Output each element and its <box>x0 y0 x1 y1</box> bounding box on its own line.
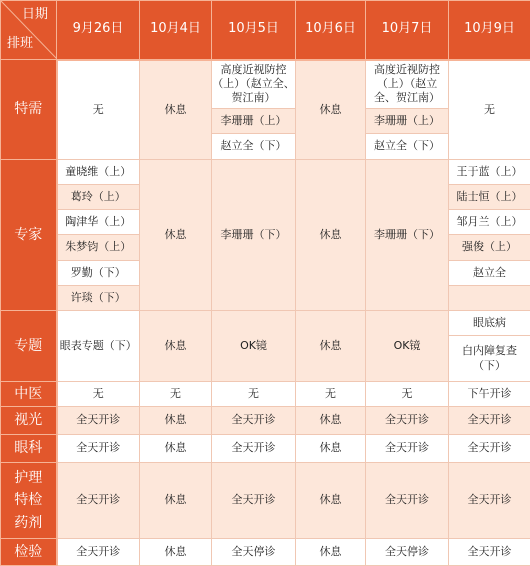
cell-teixu-d4-0: 高度近视防控（上）（赵立全、贺江南） <box>366 60 449 109</box>
cell-huli-d0: 全天开诊 <box>57 463 140 539</box>
date-header: 10月4日 <box>140 1 212 60</box>
cell-zhuanti-d0: 眼表专题（下） <box>57 311 140 382</box>
cell-teixu-d0: 无 <box>57 60 140 160</box>
row-label-huli-group <box>1 463 57 539</box>
cell-zhuanti-d5-0: 眼底病 <box>449 311 530 336</box>
cell-shiguang-d2: 全天开诊 <box>212 407 296 435</box>
cell-yanke-d1: 休息 <box>140 435 212 463</box>
cell-zhuanjia-d0-3: 朱梦钧（上） <box>57 235 140 261</box>
cell-zhuanjia-d5-1: 陆士恒（上） <box>449 185 530 210</box>
row-label-yanke: 眼科 <box>1 435 57 463</box>
cell-teixu-d4-1: 李珊珊（上） <box>366 109 449 134</box>
cell-yanke-d0: 全天开诊 <box>57 435 140 463</box>
cell-teixu-d2-1: 李珊珊（上） <box>212 109 296 134</box>
cell-jianyan-d3: 休息 <box>296 539 366 566</box>
cell-teixu-d2-2: 赵立全（下） <box>212 134 296 160</box>
cell-teixu-d4-2: 赵立全（下） <box>366 134 449 160</box>
row-label-zhuanti: 专题 <box>1 311 57 382</box>
row-label-shiguang: 视光 <box>1 407 57 435</box>
cell-zhuanti-d4: OK镜 <box>366 311 449 382</box>
row-label-zhuanjia: 专家 <box>1 160 57 311</box>
row-label-teixu: 特需 <box>1 60 57 160</box>
cell-shiguang-d1: 休息 <box>140 407 212 435</box>
cell-zhuanjia-d0-0: 童晓维（上） <box>57 160 140 185</box>
row-label-yaoji: 药剂 <box>14 514 43 531</box>
cell-yanke-d4: 全天开诊 <box>366 435 449 463</box>
cell-shiguang-d5: 全天开诊 <box>449 407 530 435</box>
cell-zhuanjia-d0-4: 罗勤（下） <box>57 261 140 286</box>
row-label-huli: 护理 <box>14 470 43 487</box>
cell-zhuanti-d2: OK镜 <box>212 311 296 382</box>
cell-zhuanjia-d0-5: 许琰（下） <box>57 286 140 311</box>
cell-zhuanjia-d5-2: 邹月兰（上） <box>449 210 530 235</box>
cell-jianyan-d4: 全天停诊 <box>366 539 449 566</box>
cell-zhongyi-d0: 无 <box>57 382 140 407</box>
cell-huli-d1: 休息 <box>140 463 212 539</box>
cell-jianyan-d5: 全天开诊 <box>449 539 530 566</box>
row-label-jianyan: 检验 <box>1 539 57 566</box>
corner-date-label: 日期 <box>21 7 48 22</box>
cell-zhuanjia-d3: 休息 <box>296 160 366 311</box>
cell-shiguang-d0: 全天开诊 <box>57 407 140 435</box>
row-label-tejian: 特检 <box>14 492 43 509</box>
cell-zhuanjia-d0-2: 陶津华（上） <box>57 210 140 235</box>
cell-yanke-d5: 全天开诊 <box>449 435 530 463</box>
date-header: 10月7日 <box>366 1 449 60</box>
cell-zhuanjia-d4: 李珊珊（下） <box>366 160 449 311</box>
cell-zhuanjia-d5-5 <box>449 286 530 311</box>
cell-zhuanjia-d5-4: 赵立全 <box>449 261 530 286</box>
cell-teixu-d1: 休息 <box>140 60 212 160</box>
cell-zhuanti-d1: 休息 <box>140 311 212 382</box>
cell-zhongyi-d4: 无 <box>366 382 449 407</box>
cell-huli-d5: 全天开诊 <box>449 463 530 539</box>
cell-huli-d2: 全天开诊 <box>212 463 296 539</box>
cell-zhuanjia-d5-3: 强俊（上） <box>449 235 530 261</box>
date-header: 10月6日 <box>296 1 366 60</box>
cell-zhongyi-d3: 无 <box>296 382 366 407</box>
cell-zhuanti-d3: 休息 <box>296 311 366 382</box>
cell-yanke-d2: 全天开诊 <box>212 435 296 463</box>
cell-teixu-d5: 无 <box>449 60 530 160</box>
cell-yanke-d3: 休息 <box>296 435 366 463</box>
date-header: 10月5日 <box>212 1 296 60</box>
cell-teixu-d2-0: 高度近视防控（上）（赵立全、贺江南） <box>212 60 296 109</box>
date-header: 10月9日 <box>449 1 530 60</box>
cell-shiguang-d4: 全天开诊 <box>366 407 449 435</box>
cell-zhongyi-d1: 无 <box>140 382 212 407</box>
cell-shiguang-d3: 休息 <box>296 407 366 435</box>
cell-jianyan-d1: 休息 <box>140 539 212 566</box>
cell-zhongyi-d2: 无 <box>212 382 296 407</box>
cell-jianyan-d0: 全天开诊 <box>57 539 140 566</box>
cell-teixu-d3: 休息 <box>296 60 366 160</box>
cell-huli-d4: 全天开诊 <box>366 463 449 539</box>
cell-zhongyi-d5: 下午开诊 <box>449 382 530 407</box>
row-label-zhongyi: 中医 <box>1 382 57 407</box>
cell-zhuanjia-d1: 休息 <box>140 160 212 311</box>
cell-huli-d3: 休息 <box>296 463 366 539</box>
cell-zhuanjia-d5-0: 王于蓝（上） <box>449 160 530 185</box>
cell-zhuanjia-d2: 李珊珊（下） <box>212 160 296 311</box>
cell-zhuanti-d5-1: 白内障复查（下） <box>449 336 530 382</box>
corner-shift-label: 排班 <box>7 36 34 52</box>
date-header: 9月26日 <box>57 1 140 60</box>
corner-header <box>1 1 57 60</box>
cell-zhuanjia-d0-1: 葛玲（上） <box>57 185 140 210</box>
cell-jianyan-d2: 全天停诊 <box>212 539 296 566</box>
